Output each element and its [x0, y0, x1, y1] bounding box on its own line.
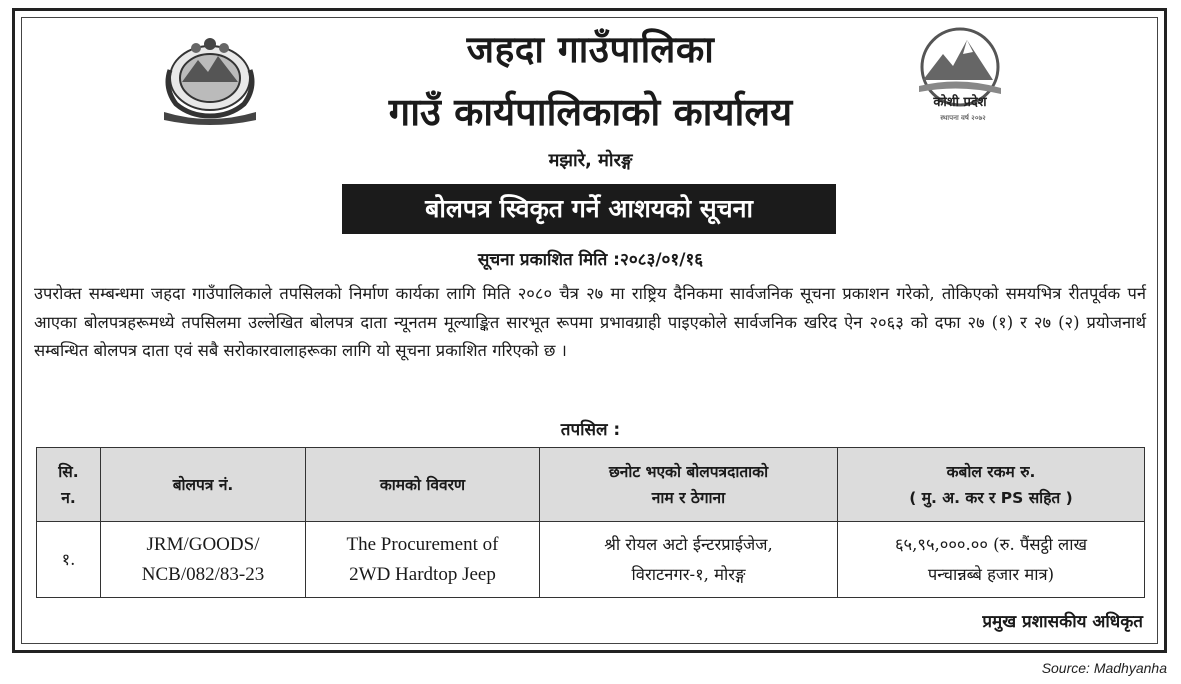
header-bidder-line1: छनोट भएको बोलपत्रदाताको	[608, 462, 769, 481]
notice-body-paragraph: उपरोक्त सम्बन्धमा जहदा गाउँपालिकाले तपसिलको निर्माण कार्यका लागि मिति २०८० चैत्र २७ मा राष्ट्रिय दैनिकमा सार्वजनिक सूचना प्रकाशन गरेको, तोकिएको समयभित्र रीतपूर्वक पर्न आएका बोलपत्रहरूमध्ये तपसिलमा उल्लेखित बोलपत्र दाता न्यूनतम मूल्याङ्कित सारभूत रूपमा प्रभावग्राही पाइएकोले सार्वजनिक खरिद ऐन २०६३ को दफा २७ (१) र २७ (२) प्रयोजनार्थ सम्बन्धित बोलपत्र दाता एवं सबै सरोकारवालाहरूका लागि यो सूचना प्रकाशित गरिएको छ ।	[34, 284, 1146, 361]
cell-amount	[838, 522, 1145, 598]
org-name-heading: जहदा गाउँपालिका	[466, 28, 715, 71]
header-amount	[838, 448, 1145, 522]
signatory-title: प्रमुख प्रशासकीय अधिकृत	[982, 612, 1143, 632]
header-sn-line1: सि.	[58, 462, 79, 481]
table-header-row	[37, 448, 1145, 522]
table-row	[37, 522, 1145, 598]
source-credit: Source: Madhyanha	[1041, 660, 1167, 676]
cell-amount-line1: ६५,९५,०००.०० (रु. पैंसट्ठी लाख	[894, 534, 1088, 554]
header-bid-no: बोलपत्र नं.	[101, 448, 306, 522]
header-bidder-line2: नाम र ठेगाना	[651, 488, 726, 507]
header-bidder	[540, 448, 838, 522]
header-sn	[37, 448, 101, 522]
cell-sn: १.	[37, 522, 101, 598]
header-sn-line2: न.	[61, 488, 76, 507]
office-name-heading: गाउँ कार्यपालिकाको कार्यालय	[388, 90, 793, 134]
notice-title-banner: बोलपत्र स्विकृत गर्ने आशयको सूचना	[342, 184, 836, 234]
cell-bidder-line1: श्री रोयल अटो ईन्टरप्राईजेज,	[604, 534, 773, 554]
cell-description-line2: 2WD Hardtop Jeep	[349, 563, 496, 585]
cell-bidder-line2: विराटनगर-१, मोरङ्ग	[631, 564, 746, 584]
header-amount-line2: ( मु. अ. कर र PS सहित )	[909, 488, 1073, 507]
koshi-logo-text: कोशी प्रदेश	[933, 95, 987, 110]
cell-description	[306, 522, 540, 598]
header-work-description: कामको विवरण	[306, 448, 540, 522]
published-date: सूचना प्रकाशित मिति :२०८३/०१/१६	[477, 250, 704, 270]
header-amount-line1: कबोल रकम रु.	[946, 462, 1036, 481]
cell-bid-no	[101, 522, 306, 598]
schedule-heading: तपसिल :	[560, 420, 621, 440]
cell-bid-no-line1: JRM/GOODS/	[146, 533, 260, 555]
location-text: मझारे, मोरङ्ग	[548, 150, 633, 171]
cell-amount-line2: पन्चान्नब्बे हजार मात्र)	[927, 564, 1055, 584]
cell-bid-no-line2: NCB/082/83-23	[141, 563, 265, 585]
bid-details-table	[36, 447, 1145, 598]
cell-bidder	[540, 522, 838, 598]
cell-description-line1: The Procurement of	[346, 533, 499, 555]
koshi-logo-subtext: स्थापना वर्ष २०७२	[940, 114, 986, 122]
